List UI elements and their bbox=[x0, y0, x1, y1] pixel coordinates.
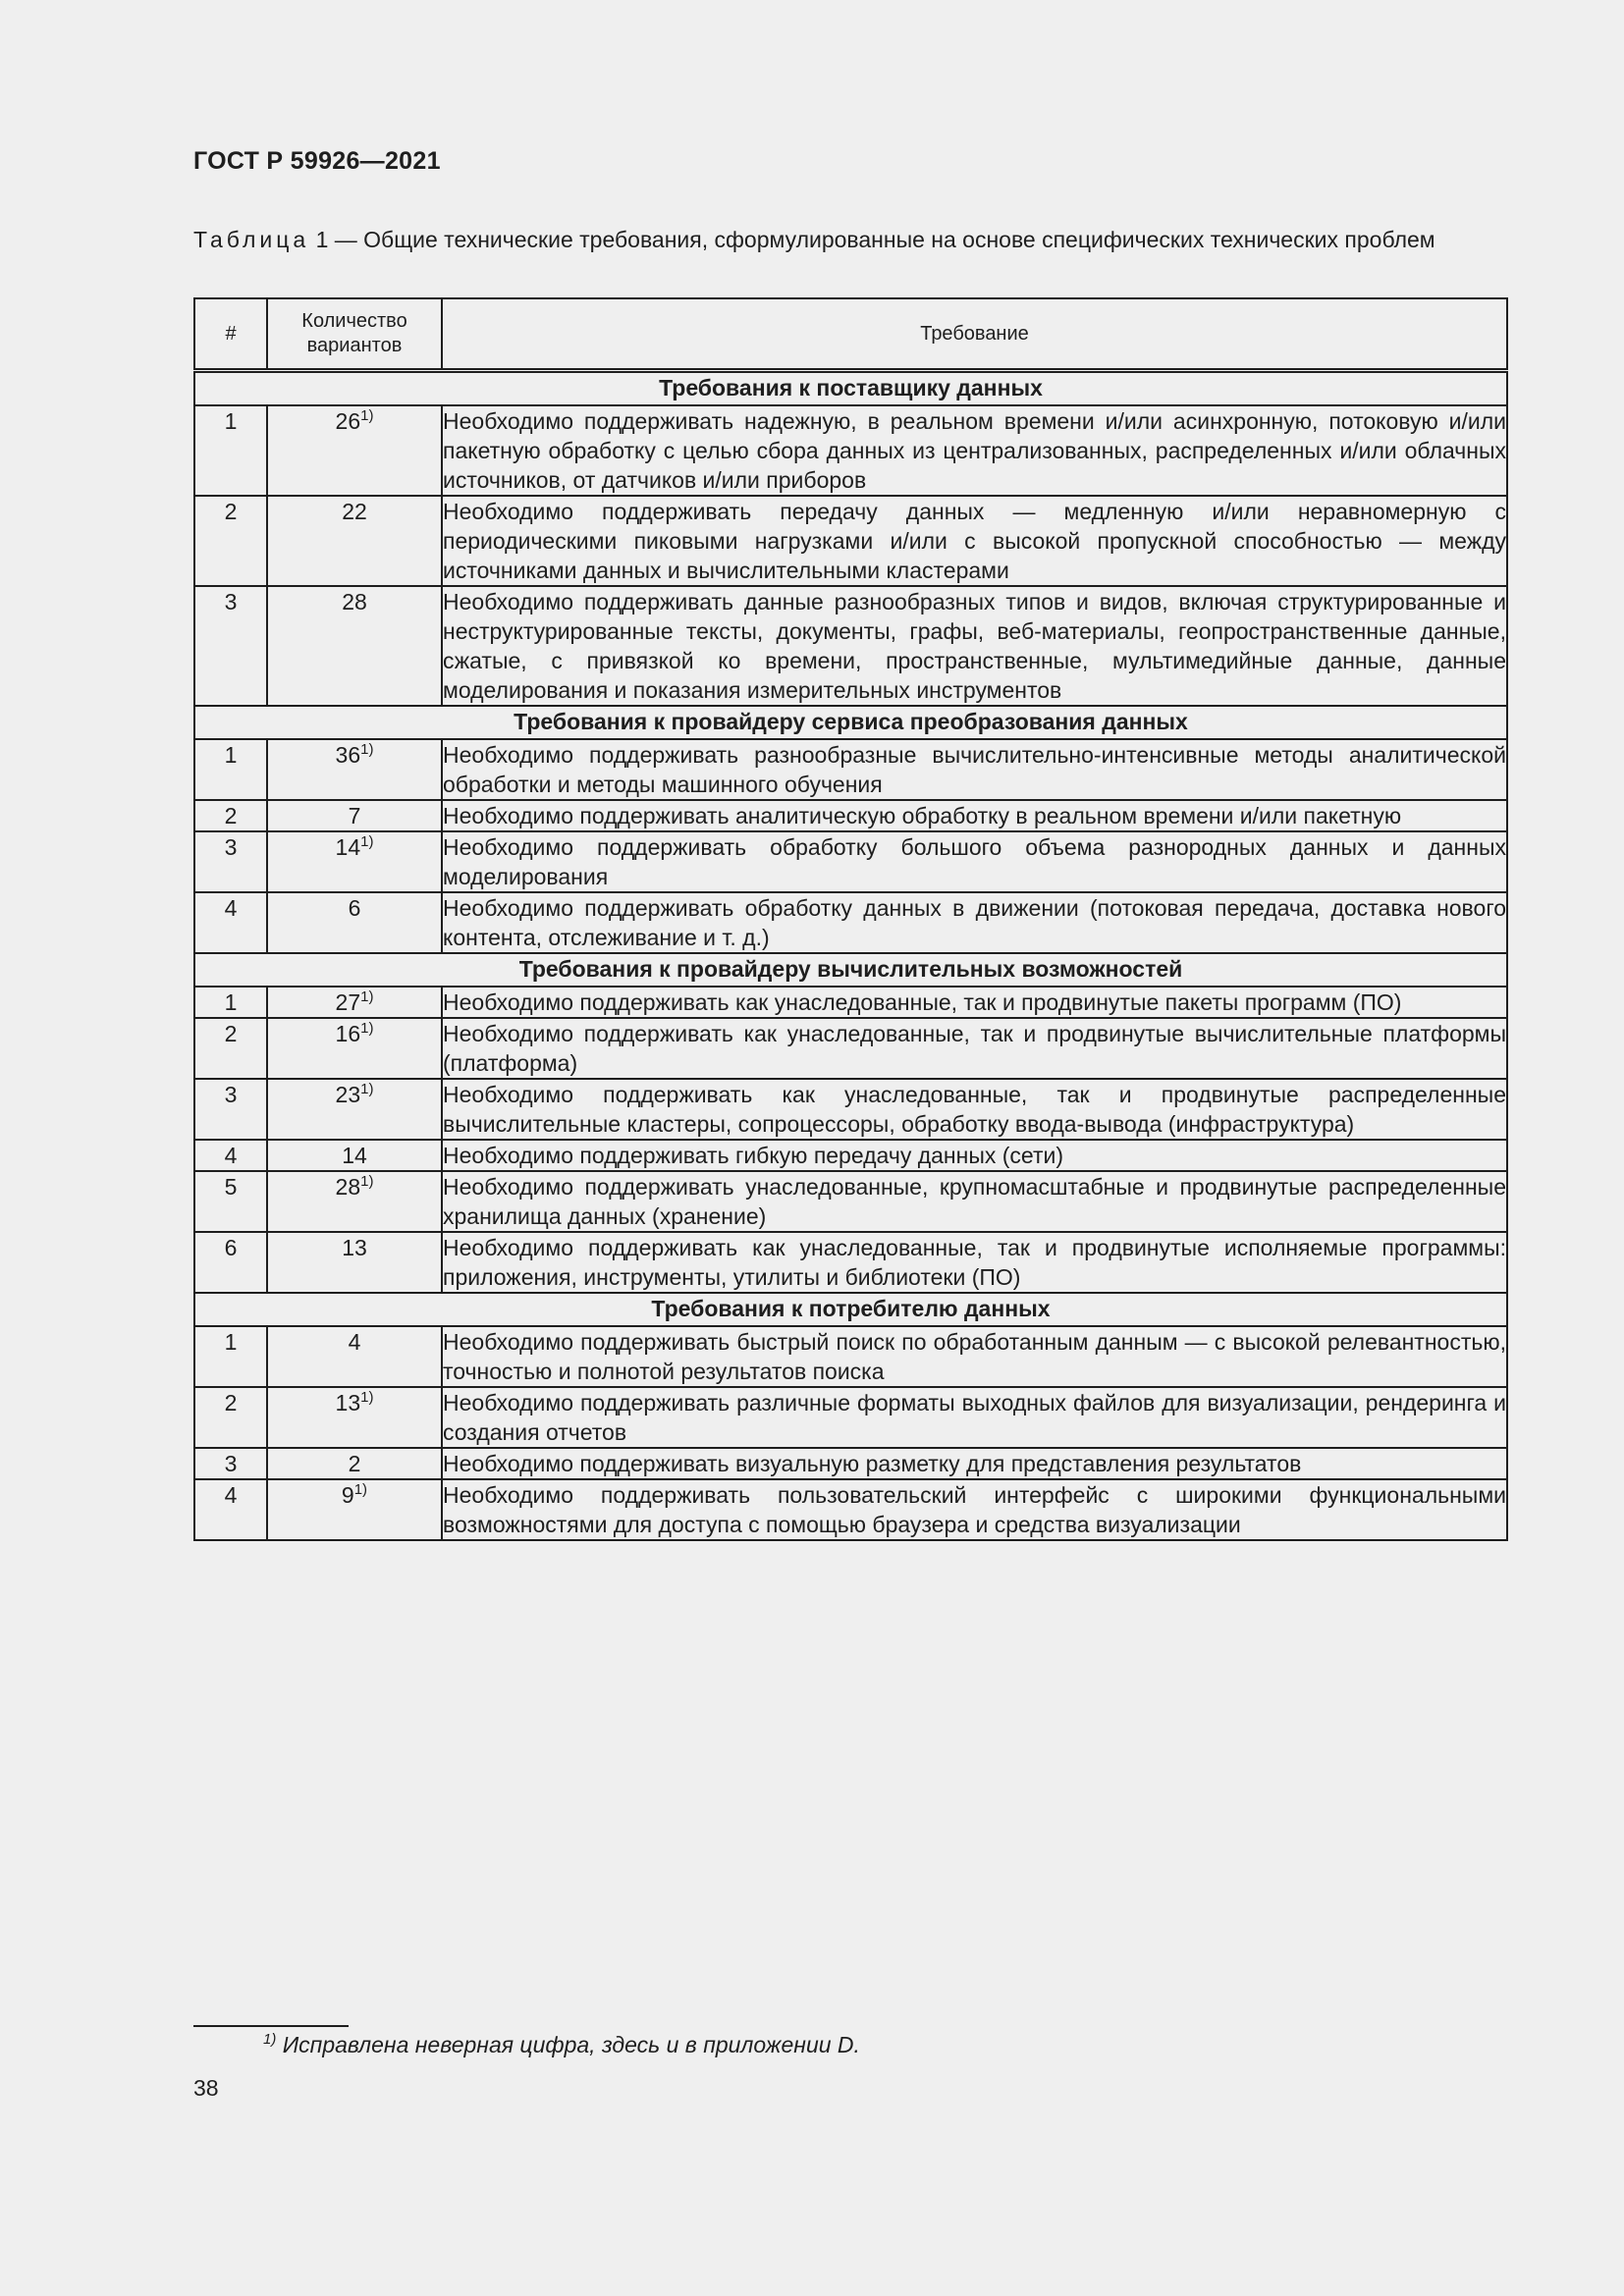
row-count-value: 26 bbox=[335, 408, 361, 434]
row-count-value: 2 bbox=[348, 1451, 361, 1476]
row-count bbox=[267, 1079, 442, 1140]
row-count-value: 6 bbox=[348, 895, 361, 921]
row-count bbox=[267, 1479, 442, 1540]
row-count bbox=[267, 1140, 442, 1171]
row-requirement: Необходимо поддерживать данные разнообразных типов и видов, включая структурированные и неструктурированные тексты, документы, графы, веб-материалы, геопространственные данные, сжатые, с привязкой ко времени, пространственные, мультимедийные данные, данные моделирования и показания измерительных инструментов bbox=[442, 586, 1507, 706]
footnote-ref: 1) bbox=[360, 1020, 374, 1037]
requirements-table bbox=[193, 297, 1508, 1541]
row-number: 3 bbox=[194, 831, 267, 892]
table-row bbox=[194, 1387, 1507, 1448]
footnote-text: Исправлена неверная цифра, здесь и в приложении D. bbox=[276, 2032, 860, 2057]
row-count bbox=[267, 586, 442, 706]
footnote-ref: 1) bbox=[360, 1081, 374, 1097]
table-row bbox=[194, 1232, 1507, 1293]
row-requirement: Необходимо поддерживать быстрый поиск по обработанным данным — с высокой релевантностью, точностью и полнотой результатов поиска bbox=[442, 1326, 1507, 1387]
row-number: 2 bbox=[194, 800, 267, 831]
table-caption-label: Таблица bbox=[193, 227, 310, 252]
table-row bbox=[194, 1326, 1507, 1387]
table-row bbox=[194, 496, 1507, 586]
row-number: 4 bbox=[194, 892, 267, 953]
footnote-ref: 1) bbox=[360, 833, 374, 850]
row-number: 1 bbox=[194, 739, 267, 800]
row-count bbox=[267, 739, 442, 800]
row-count bbox=[267, 405, 442, 496]
row-requirement: Необходимо поддерживать разнообразные вычислительно-интенсивные методы аналитической обработки и методы машинного обучения bbox=[442, 739, 1507, 800]
row-count-value: 36 bbox=[335, 742, 361, 768]
row-requirement: Необходимо поддерживать как унаследованные, так и продвинутые исполняемые программы: приложения, инструменты, утилиты и библиотеки (ПО) bbox=[442, 1232, 1507, 1293]
row-count bbox=[267, 1232, 442, 1293]
row-number: 1 bbox=[194, 405, 267, 496]
row-count-value: 27 bbox=[335, 989, 361, 1015]
row-requirement: Необходимо поддерживать надежную, в реальном времени и/или асинхронную, потоковую и/или пакетную обработку с целью сбора данных из централизованных, распределенных и/или облачных источников, от датчиков и/или приборов bbox=[442, 405, 1507, 496]
footnote-divider bbox=[193, 2025, 349, 2027]
row-count-value: 23 bbox=[335, 1082, 361, 1107]
row-requirement: Необходимо поддерживать визуальную разметку для представления результатов bbox=[442, 1448, 1507, 1479]
row-count-value: 28 bbox=[342, 589, 367, 614]
footnote-ref: 1) bbox=[360, 407, 374, 424]
table-body bbox=[194, 371, 1507, 1541]
row-number: 3 bbox=[194, 586, 267, 706]
row-requirement: Необходимо поддерживать унаследованные, крупномасштабные и продвинутые распределенные хранилища данных (хранение) bbox=[442, 1171, 1507, 1232]
row-number: 6 bbox=[194, 1232, 267, 1293]
row-requirement: Необходимо поддерживать различные форматы выходных файлов для визуализации, рендеринга и создания отчетов bbox=[442, 1387, 1507, 1448]
footnote-ref: 1) bbox=[353, 1481, 368, 1498]
row-number: 4 bbox=[194, 1140, 267, 1171]
row-count bbox=[267, 800, 442, 831]
table-row bbox=[194, 739, 1507, 800]
section-row bbox=[194, 371, 1507, 406]
row-number: 1 bbox=[194, 987, 267, 1018]
row-requirement: Необходимо поддерживать как унаследованные, так и продвинутые распределенные вычислительные кластеры, сопроцессоры, обработку ввода-вывода (инфраструктура) bbox=[442, 1079, 1507, 1140]
row-requirement: Необходимо поддерживать гибкую передачу данных (сети) bbox=[442, 1140, 1507, 1171]
footnote-ref: 1) bbox=[360, 741, 374, 758]
table-header-row bbox=[194, 298, 1507, 371]
footnote-ref: 1) bbox=[360, 1173, 374, 1190]
row-count-value: 14 bbox=[342, 1143, 367, 1168]
row-number: 5 bbox=[194, 1171, 267, 1232]
row-number: 3 bbox=[194, 1079, 267, 1140]
section-title: Требования к поставщику данных bbox=[194, 371, 1507, 406]
row-requirement: Необходимо поддерживать обработку данных в движении (потоковая передача, доставка нового контента, отслеживание и т. д.) bbox=[442, 892, 1507, 953]
row-count-value: 13 bbox=[342, 1235, 367, 1260]
row-count bbox=[267, 1448, 442, 1479]
footnote-mark: 1) bbox=[263, 2031, 277, 2048]
row-number: 3 bbox=[194, 1448, 267, 1479]
row-number: 2 bbox=[194, 1387, 267, 1448]
row-count bbox=[267, 1171, 442, 1232]
column-header-num: # bbox=[194, 298, 267, 371]
row-requirement: Необходимо поддерживать как унаследованные, так и продвинутые пакеты программ (ПО) bbox=[442, 987, 1507, 1018]
document-header: ГОСТ Р 59926—2021 bbox=[193, 147, 441, 175]
row-count bbox=[267, 1018, 442, 1079]
row-count bbox=[267, 496, 442, 586]
row-count-value: 14 bbox=[335, 834, 361, 860]
row-requirement: Необходимо поддерживать пользовательский интерфейс с широкими функциональными возможностями для доступа с помощью браузера и средства визуализации bbox=[442, 1479, 1507, 1540]
row-count-value: 13 bbox=[335, 1390, 361, 1415]
footnote-ref: 1) bbox=[360, 1389, 374, 1406]
section-title: Требования к потребителю данных bbox=[194, 1293, 1507, 1326]
table-row bbox=[194, 831, 1507, 892]
table-row bbox=[194, 586, 1507, 706]
table-row bbox=[194, 1448, 1507, 1479]
row-count bbox=[267, 1387, 442, 1448]
table-row bbox=[194, 987, 1507, 1018]
section-row bbox=[194, 706, 1507, 739]
row-count bbox=[267, 1326, 442, 1387]
column-header-requirement: Требование bbox=[442, 298, 1507, 371]
row-count bbox=[267, 892, 442, 953]
page-number: 38 bbox=[193, 2075, 219, 2101]
table-caption-text: 1 — Общие технические требования, сформулированные на основе специфических технических проблем bbox=[309, 227, 1435, 252]
row-count bbox=[267, 831, 442, 892]
row-requirement: Необходимо поддерживать как унаследованные, так и продвинутые вычислительные платформы (платформа) bbox=[442, 1018, 1507, 1079]
section-title: Требования к провайдеру сервиса преобразования данных bbox=[194, 706, 1507, 739]
row-count-value: 4 bbox=[348, 1329, 361, 1355]
row-count-value: 28 bbox=[335, 1174, 361, 1200]
table-row bbox=[194, 405, 1507, 496]
row-count bbox=[267, 987, 442, 1018]
table-row bbox=[194, 1079, 1507, 1140]
table-row bbox=[194, 1140, 1507, 1171]
row-number: 1 bbox=[194, 1326, 267, 1387]
row-count-value: 16 bbox=[335, 1021, 361, 1046]
row-number: 2 bbox=[194, 496, 267, 586]
section-row bbox=[194, 1293, 1507, 1326]
section-row bbox=[194, 953, 1507, 987]
row-number: 4 bbox=[194, 1479, 267, 1540]
row-count-value: 22 bbox=[342, 499, 367, 524]
row-number: 2 bbox=[194, 1018, 267, 1079]
row-requirement: Необходимо поддерживать обработку большого объема разнородных данных и данных моделирования bbox=[442, 831, 1507, 892]
table-caption bbox=[193, 225, 1507, 255]
footnote bbox=[263, 2032, 860, 2058]
column-header-count: Количество вариантов bbox=[267, 298, 442, 371]
footnote-ref: 1) bbox=[360, 988, 374, 1005]
section-title: Требования к провайдеру вычислительных возможностей bbox=[194, 953, 1507, 987]
row-requirement: Необходимо поддерживать передачу данных — медленную и/или неравномерную с периодическими пиковыми нагрузками и/или с высокой пропускной способностью — между источниками данных и вычислительными кластерами bbox=[442, 496, 1507, 586]
table-row bbox=[194, 892, 1507, 953]
row-count-value: 7 bbox=[348, 803, 361, 828]
table-row bbox=[194, 800, 1507, 831]
row-count-value: 9 bbox=[341, 1482, 354, 1508]
table-row bbox=[194, 1018, 1507, 1079]
table-row bbox=[194, 1479, 1507, 1540]
table-row bbox=[194, 1171, 1507, 1232]
row-requirement: Необходимо поддерживать аналитическую обработку в реальном времени и/или пакетную bbox=[442, 800, 1507, 831]
